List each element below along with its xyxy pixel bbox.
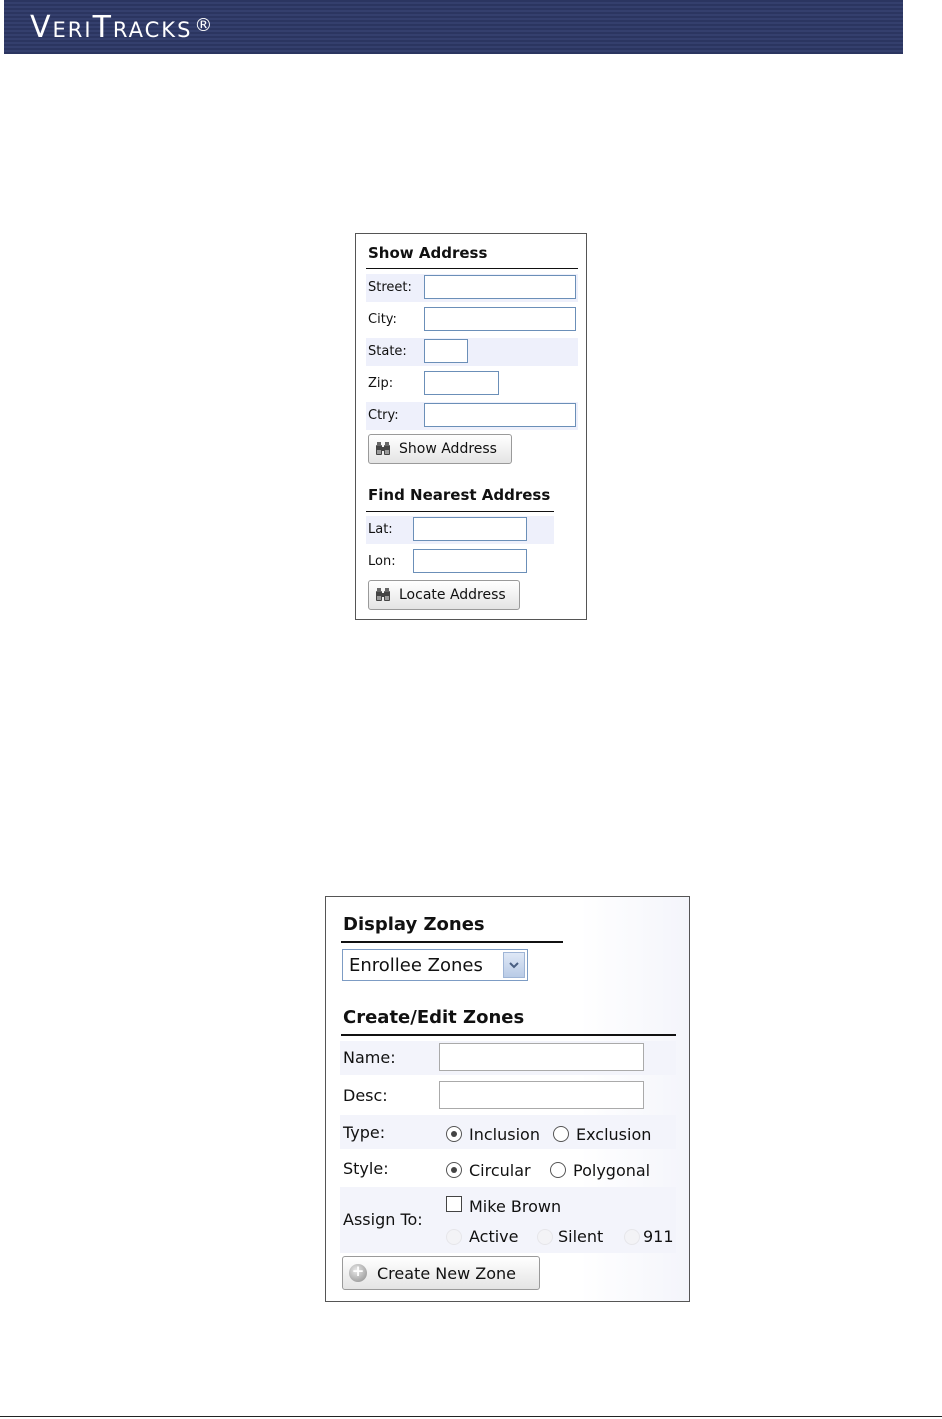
ctry-input[interactable] — [424, 403, 576, 427]
type-exclusion-radio[interactable] — [553, 1126, 569, 1142]
registered-mark: ® — [194, 15, 215, 36]
mode-silent-radio[interactable] — [537, 1229, 553, 1245]
assign-mike-brown-checkbox[interactable] — [446, 1196, 462, 1212]
display-zones-select[interactable] — [342, 949, 528, 981]
desc-label: Desc: — [343, 1086, 388, 1105]
find-nearest-rule — [366, 511, 554, 512]
footer-rule — [0, 1416, 942, 1417]
address-panel — [355, 233, 587, 620]
type-exclusion-label: Exclusion — [576, 1125, 652, 1144]
style-label: Style: — [343, 1159, 389, 1178]
style-polygonal-radio[interactable] — [550, 1162, 566, 1178]
name-label: Name: — [343, 1048, 396, 1067]
mode-911-radio[interactable] — [624, 1229, 640, 1245]
mode-active-label: Active — [469, 1227, 519, 1246]
zones-panel — [325, 896, 690, 1302]
assign-to-label: Assign To: — [343, 1210, 423, 1229]
binoculars-icon — [375, 588, 391, 602]
ctry-label: Ctry: — [368, 408, 399, 423]
state-label: State: — [368, 344, 407, 359]
chevron-down-icon[interactable] — [503, 952, 525, 978]
show-address-button[interactable] — [368, 434, 512, 464]
find-nearest-title: Find Nearest Address — [368, 486, 551, 504]
header-banner — [4, 0, 903, 54]
display-zones-rule — [341, 941, 563, 943]
mode-active-radio[interactable] — [446, 1229, 462, 1245]
zip-input[interactable] — [424, 371, 499, 395]
lon-label: Lon: — [368, 554, 396, 569]
create-new-zone-button[interactable] — [342, 1256, 540, 1290]
create-edit-zones-rule — [341, 1034, 676, 1036]
city-input[interactable] — [424, 307, 576, 331]
show-address-button-label: Show Address — [399, 441, 497, 457]
zip-label: Zip: — [368, 376, 394, 391]
lat-input[interactable] — [413, 517, 527, 541]
display-zones-select-value: Enrollee Zones — [349, 954, 483, 976]
state-input[interactable] — [424, 339, 468, 363]
mode-silent-label: Silent — [558, 1227, 604, 1246]
type-inclusion-label: Inclusion — [469, 1125, 540, 1144]
style-polygonal-label: Polygonal — [573, 1161, 651, 1180]
zone-desc-input[interactable] — [439, 1081, 644, 1109]
style-circular-radio[interactable] — [446, 1162, 462, 1178]
style-circular-label: Circular — [469, 1161, 531, 1180]
street-label: Street: — [368, 280, 412, 295]
show-address-title: Show Address — [368, 244, 488, 262]
display-zones-title: Display Zones — [343, 914, 485, 935]
locate-address-button-label: Locate Address — [399, 587, 506, 603]
city-label: City: — [368, 312, 397, 327]
create-edit-zones-title: Create/Edit Zones — [343, 1007, 525, 1028]
type-label: Type: — [343, 1123, 386, 1142]
locate-address-button[interactable] — [368, 580, 520, 610]
type-inclusion-radio[interactable] — [446, 1126, 462, 1142]
street-input[interactable] — [424, 275, 576, 299]
lat-label: Lat: — [368, 522, 393, 537]
brand-name: VeriTracks — [30, 10, 193, 45]
binoculars-icon — [375, 442, 391, 456]
brand-logo — [30, 8, 214, 48]
create-new-zone-label: Create New Zone — [377, 1263, 516, 1283]
mode-911-label: 911 — [643, 1227, 674, 1246]
assignee-label: Mike Brown — [469, 1197, 562, 1216]
lon-input[interactable] — [413, 549, 527, 573]
zone-name-input[interactable] — [439, 1043, 644, 1071]
plus-circle-icon — [349, 1264, 367, 1282]
show-address-rule — [366, 268, 578, 269]
